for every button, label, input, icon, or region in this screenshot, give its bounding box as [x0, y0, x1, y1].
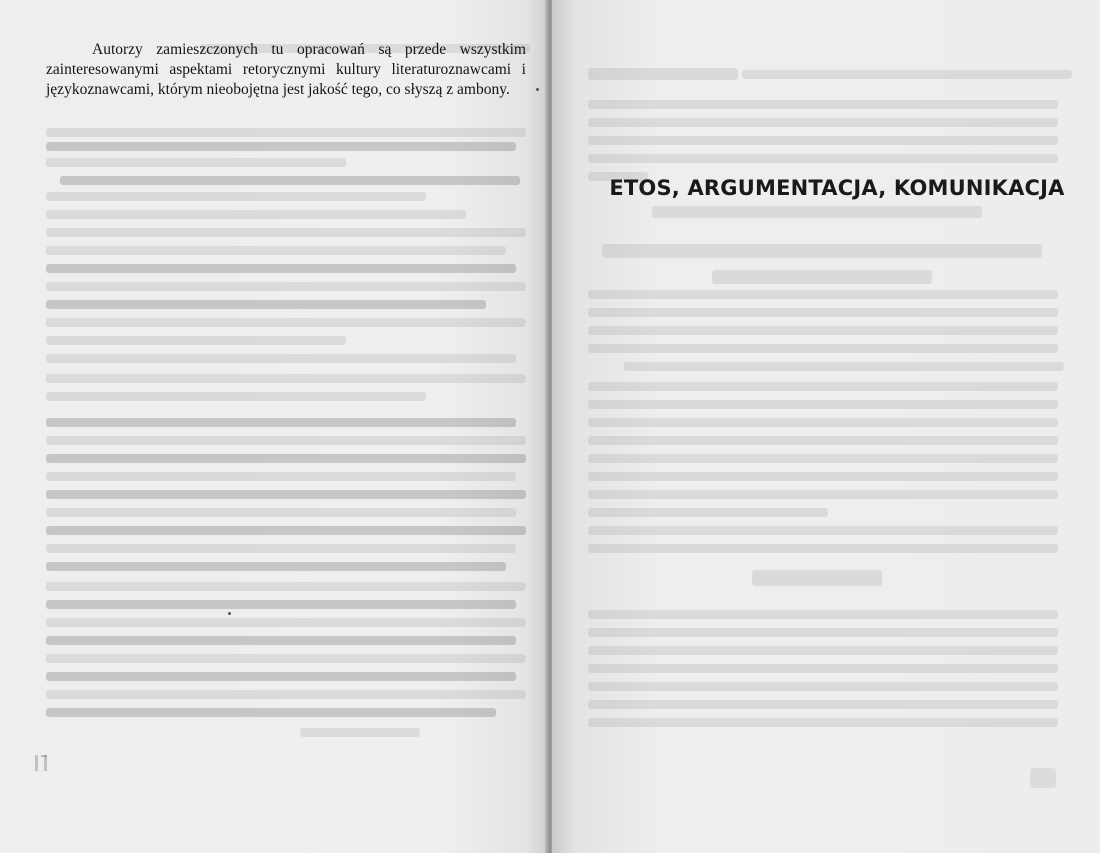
- page-number-right: [1030, 768, 1056, 788]
- chapter-title: ETOS, ARGUMENTACJA, KOMUNIKACJA: [609, 176, 1065, 200]
- intro-paragraph-block: [46, 40, 526, 100]
- left-page: [0, 0, 548, 853]
- margin-mark: [228, 612, 231, 615]
- intro-paragraph: Autorzy zamieszczonych tu opracowań są przede wszystkim zainteresowanymi aspektami retorycznymi kultury literaturoznawcami i językoznawcami, którym nieobojętna jest jakość tego, co słyszą z ambony.: [46, 41, 526, 98]
- margin-mark: [536, 88, 539, 91]
- right-page: [552, 0, 1100, 853]
- page-number-left: [32, 752, 58, 774]
